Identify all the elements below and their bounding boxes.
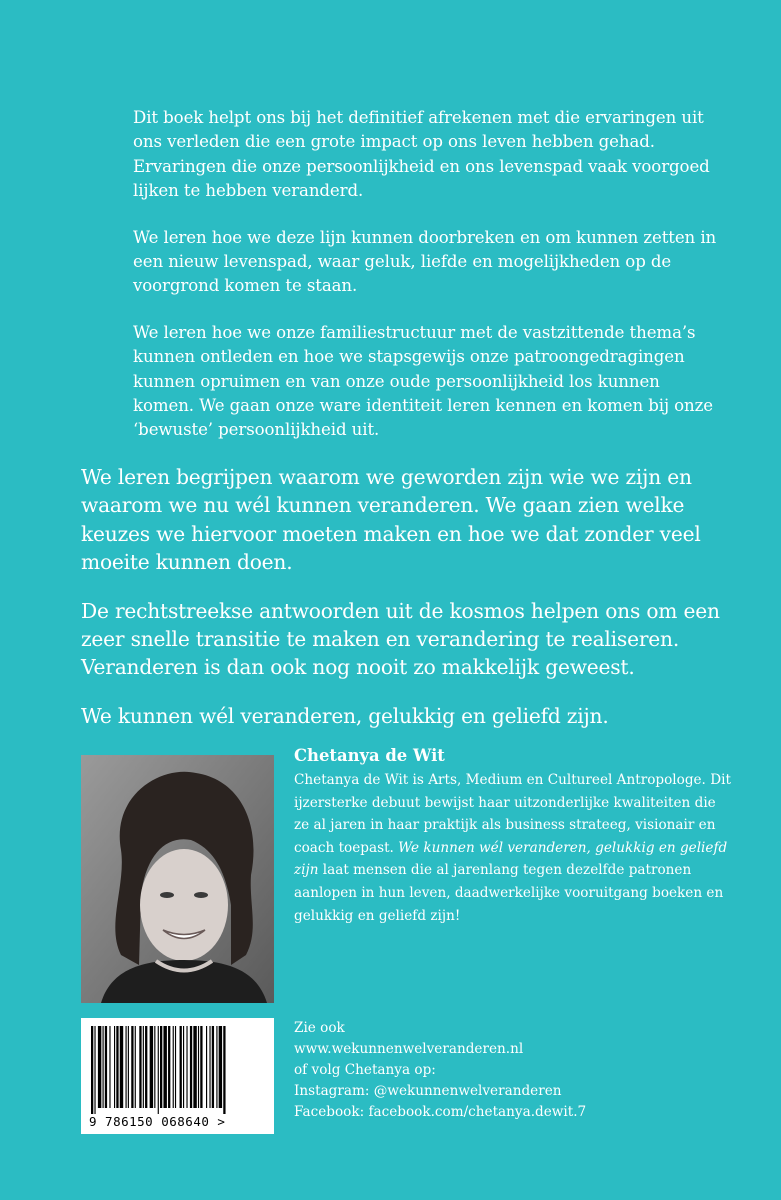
barcode-bar (223, 1026, 225, 1114)
barcode-bar (160, 1026, 162, 1108)
barcode-bar (206, 1026, 207, 1108)
barcode-bar (209, 1026, 210, 1108)
barcode-bar (154, 1026, 155, 1108)
barcode-bar (183, 1026, 184, 1108)
main-text-block (81, 463, 721, 750)
barcode-bar (212, 1026, 214, 1108)
barcode-bar (175, 1026, 176, 1108)
author-bio-book-title: We kunnen wél veranderen, gelukkig en geliefd zijn (294, 839, 728, 879)
main-paragraph-2: De rechtstreekse antwoorden uit de kosmos helpen ons om een zeer snelle transitie te maken en verandering te realiseren. Veranderen is dan ook nog nooit zo makkelijk geweest. (81, 598, 720, 680)
barcode-bar (186, 1026, 187, 1108)
intro-paragraph-2: We leren hoe we deze lijn kunnen doorbreken en om kunnen zetten in een nieuw levenspad, waar geluk, liefde en mogelijkheden op de voorgrond komen te staan. (133, 227, 717, 296)
barcode-bar (190, 1026, 192, 1108)
barcode-bar (216, 1026, 217, 1108)
barcode-bar (109, 1026, 110, 1108)
barcode-bar (173, 1026, 174, 1108)
website-link[interactable]: www.wekunnenwelveranderen.nl (294, 1041, 524, 1057)
barcode-bar (198, 1026, 199, 1108)
barcode-bar (163, 1026, 166, 1108)
contact-links (294, 1018, 734, 1123)
barcode-bar (126, 1026, 127, 1108)
barcode-bar (128, 1026, 129, 1108)
barcode-bar (94, 1026, 95, 1114)
intro-paragraph-3: We leren hoe we onze familiestructuur met de vastzittende thema’s kunnen ontleden en hoe we stapsgewijs onze patroongedragingen kunnen opruimen en van onze oude persoonlijkheid los kunnen komen. We gaan onze ware identiteit leren kennen en komen bij onze ‘bewuste’ persoonlijkheid uit. (133, 322, 713, 440)
barcode-bar (200, 1026, 202, 1108)
barcode-bar (219, 1026, 222, 1108)
barcode-bar (120, 1026, 123, 1108)
barcode-bar (116, 1026, 118, 1108)
isbn-barcode (81, 1018, 274, 1134)
barcode-bar (103, 1026, 104, 1108)
author-bio-after: laat mensen die al jarenlang tegen dezelfde patronen aanlopen in hun leven, daadwerkelijke vooruitgang boeken en gelukkig en geliefd zijn! (294, 862, 724, 924)
instagram-link[interactable]: Instagram: @wekunnenwelveranderen (294, 1083, 562, 1099)
follow-label: of volg Chetanya op: (294, 1062, 436, 1078)
author-portrait-image (81, 755, 274, 1003)
main-paragraph-1: We leren begrijpen waarom we geworden zijn wie we zijn en waarom we nu wél kunnen veranderen. We gaan zien welke keuzes we hiervoor moeten maken en hoe we dat zonder veel moeite kunnen doen. (81, 465, 701, 575)
intro-text-block (133, 106, 718, 465)
barcode-bar (158, 1026, 159, 1114)
main-paragraph-3: We kunnen wél veranderen, gelukkig en geliefd zijn. (81, 703, 609, 728)
author-name: Chetanya de Wit (294, 746, 445, 765)
barcode-bar (135, 1026, 136, 1108)
author-bio-text (294, 769, 734, 927)
barcode-bar (180, 1026, 182, 1108)
barcode-bar (105, 1026, 107, 1108)
facebook-link[interactable]: Facebook: facebook.com/chetanya.dewit.7 (294, 1104, 587, 1120)
barcode-bar (150, 1026, 153, 1108)
barcode-bar (143, 1026, 144, 1108)
barcode-bar (98, 1026, 101, 1108)
author-bio-before: Chetanya de Wit is Arts, Medium en Cultureel Antropologe. Dit ijzersterke debuut bewijst haar uitzonderlijke kwaliteiten die ze al jaren in haar praktijk als business strateeg, visionair en coach toepast. (294, 772, 731, 856)
barcode-bar (91, 1026, 93, 1114)
barcode-bar (145, 1026, 147, 1108)
barcode-bar (168, 1026, 170, 1108)
see-also-label: Zie ook (294, 1020, 345, 1036)
barcode-bar (139, 1026, 141, 1108)
barcode-bar (131, 1026, 133, 1108)
intro-paragraph-1: Dit boek helpt ons bij het definitief afrekenen met die ervaringen uit ons verleden die een grote impact op ons leven hebben gehad. Ervaringen die onze persoonlijkheid en ons levenspad vaak voorgoed lijken te hebben veranderd. (133, 108, 710, 201)
author-bio (294, 744, 734, 927)
barcode-bar (114, 1026, 115, 1108)
isbn-number: 9 786150 068640 > (89, 1114, 226, 1129)
author-photo (81, 755, 274, 1003)
barcode-bar (193, 1026, 196, 1108)
